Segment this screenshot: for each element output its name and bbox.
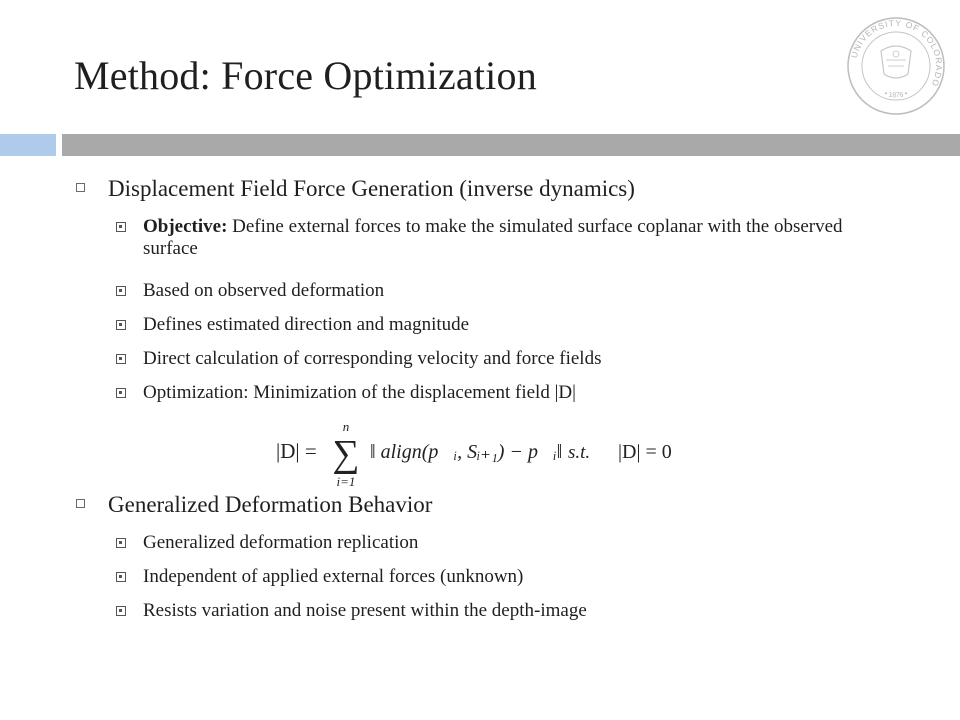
formula-rhs: |D| = 0 bbox=[618, 441, 672, 463]
square-bullet-icon bbox=[116, 286, 126, 296]
hollow-square-bullet-icon bbox=[76, 183, 85, 192]
bullet-text: Independent of applied external forces (unknown) bbox=[143, 566, 524, 587]
hollow-square-bullet-icon bbox=[76, 499, 85, 508]
formula-body: ‖ align(p⃗ᵢ, Sᵢ₊₁) − p⃗ᵢ‖ bbox=[370, 441, 563, 463]
square-bullet-icon bbox=[116, 354, 126, 364]
square-bullet-icon bbox=[116, 606, 126, 616]
svg-text:• 1876 •: • 1876 • bbox=[883, 90, 909, 100]
bullet-text: Optimization: Minimization of the displacement field |D| bbox=[143, 382, 576, 403]
square-bullet-icon bbox=[116, 388, 126, 398]
sigma-icon: ∑ bbox=[332, 433, 360, 475]
formula-st: s.t. bbox=[568, 442, 591, 463]
bullet-text: Direct calculation of corresponding velocity and force fields bbox=[143, 348, 602, 369]
bullet-heading: Displacement Field Force Generation (inverse dynamics) bbox=[108, 176, 635, 201]
square-bullet-icon bbox=[116, 222, 126, 232]
bullet-text: Based on observed deformation bbox=[143, 280, 385, 301]
bullet-text: Resists variation and noise present within the depth-image bbox=[143, 600, 587, 621]
bullet-text: Defines estimated direction and magnitude bbox=[143, 314, 470, 335]
svg-text:UNIVERSITY OF COLORADO: UNIVERSITY OF COLORADO bbox=[848, 17, 945, 89]
bullet-heading: Generalized Deformation Behavior bbox=[108, 492, 433, 517]
displacement-formula bbox=[270, 420, 700, 490]
square-bullet-icon bbox=[116, 538, 126, 548]
formula-lhs: |D| = bbox=[276, 439, 317, 463]
bullet-text: Define external forces to make the simulated surface coplanar with the observed surface bbox=[143, 216, 843, 259]
formula-sum-lower: i=1 bbox=[336, 474, 356, 489]
square-bullet-icon bbox=[116, 572, 126, 582]
square-bullet-icon bbox=[116, 320, 126, 330]
bullet-text: Generalized deformation replication bbox=[143, 532, 419, 553]
formula-sum-upper: n bbox=[342, 420, 350, 434]
bullet-bold-label: Objective: bbox=[143, 216, 228, 237]
slide-title: Method: Force Optimization bbox=[74, 53, 537, 98]
